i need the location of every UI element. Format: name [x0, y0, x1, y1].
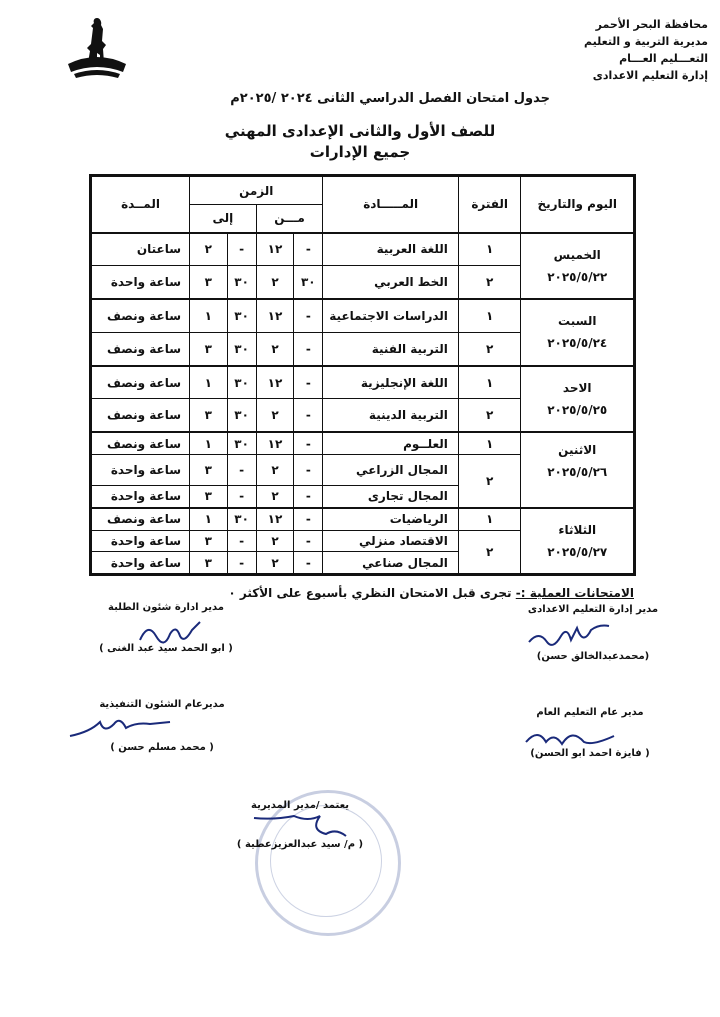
day-cell [521, 299, 634, 366]
to-minute-cell: ٣٠ [227, 508, 256, 530]
to-minute-cell: ٣٠ [227, 266, 256, 299]
period-cell: ٢ [458, 530, 521, 574]
day-date: ٢٠٢٥/٥/٢٥ [547, 402, 608, 417]
signature-name: (محمدعبدالخالق حسن) [536, 651, 650, 662]
from-hour-cell: ١٢ [256, 366, 294, 399]
header-prep-administration: إدارة التعليم الاعدادى [592, 69, 708, 82]
duration-cell: ساعة ونصف [92, 332, 190, 365]
header-duration: المــدة [92, 177, 190, 233]
subject-cell: العلــوم [323, 432, 459, 454]
to-minute-cell: ٣٠ [227, 432, 256, 454]
signature-title: مديرعام الشئون التنفيذية [99, 699, 225, 710]
to-hour-cell: ٢ [190, 233, 228, 266]
from-minute-cell: - [294, 332, 323, 365]
day-cell [521, 432, 634, 507]
header-governorate: محافظة البحر الأحمر [595, 18, 708, 31]
subject-cell: المجال صناعي [323, 552, 459, 574]
to-minute-cell: - [227, 552, 256, 574]
from-hour-cell: ١٢ [256, 299, 294, 332]
duration-cell: ساعة ونصف [92, 366, 190, 399]
subject-cell: الدراسات الاجتماعية [323, 299, 459, 332]
duration-cell: ساعة ونصف [92, 432, 190, 454]
header-day-date: اليوم والتاريخ [521, 177, 634, 233]
from-hour-cell: ٢ [256, 552, 294, 574]
grade-title: للصف الأول والثانى الإعدادى المهني [224, 122, 496, 140]
signature-name: ( م/ سيد عبدالعزيزعطية ) [236, 839, 364, 850]
from-hour-cell: ١٢ [256, 508, 294, 530]
day-name: الثلاثاء [558, 522, 597, 537]
handwritten-signature [525, 622, 615, 652]
day-date: ٢٠٢٥/٥/٢٤ [547, 336, 608, 351]
period-cell: ٢ [458, 332, 521, 365]
duration-cell: ساعة واحدة [92, 530, 190, 552]
subject-cell: الرياضيات [323, 508, 459, 530]
subject-cell: المجال تجارى [323, 485, 459, 507]
from-hour-cell: ٢ [256, 399, 294, 432]
scope-title: جميع الإدارات [309, 143, 411, 161]
ministry-emblem-logo [62, 12, 132, 84]
from-hour-cell: ١٢ [256, 432, 294, 454]
to-hour-cell: ٣ [190, 530, 228, 552]
signature-title: مدير عام التعليم العام [536, 707, 644, 718]
duration-cell: ساعة ونصف [92, 399, 190, 432]
practical-exams-note [228, 586, 634, 600]
handwritten-signature [520, 724, 620, 750]
to-hour-cell: ٣ [190, 266, 228, 299]
from-minute-cell: - [294, 366, 323, 399]
day-cell [521, 233, 634, 300]
to-minute-cell: ٣٠ [227, 299, 256, 332]
to-minute-cell: ٣٠ [227, 366, 256, 399]
to-minute-cell: - [227, 530, 256, 552]
note-label: الامتحانات العملية :- [515, 586, 634, 600]
to-hour-cell: ١ [190, 366, 228, 399]
period-cell: ١ [458, 508, 521, 530]
to-minute-cell: - [227, 455, 256, 485]
header-subject: المـــــادة [323, 177, 459, 233]
to-minute-cell: - [227, 485, 256, 507]
from-minute-cell: ٣٠ [294, 266, 323, 299]
handwritten-signature [66, 714, 176, 744]
from-hour-cell: ٢ [256, 530, 294, 552]
period-cell: ١ [458, 366, 521, 399]
from-minute-cell: - [294, 299, 323, 332]
duration-cell: ساعة ونصف [92, 299, 190, 332]
signature-name: ( محمد مسلم حسن ) [110, 742, 214, 753]
duration-cell: ساعة ونصف [92, 508, 190, 530]
to-hour-cell: ٣ [190, 455, 228, 485]
header-time: الزمن [190, 177, 323, 205]
from-minute-cell: - [294, 399, 323, 432]
signature-title: يعتمد /مدير المديرية [251, 800, 349, 811]
header-directorate: مديرية التربية و التعليم [584, 35, 708, 48]
period-cell: ٢ [458, 266, 521, 299]
from-hour-cell: ٢ [256, 332, 294, 365]
header-to: إلى [190, 205, 257, 233]
to-minute-cell: - [227, 233, 256, 266]
signature-name: ( فايزة احمد ابو الحسن) [530, 748, 650, 759]
exam-schedule-table [89, 174, 636, 576]
day-date: ٢٠٢٥/٥/٢٧ [547, 544, 608, 559]
to-hour-cell: ٣ [190, 485, 228, 507]
from-minute-cell: - [294, 508, 323, 530]
period-cell: ١ [458, 233, 521, 266]
subject-cell: اللغة الإنجليزية [323, 366, 459, 399]
handwritten-signature [250, 808, 360, 842]
day-date: ٢٠٢٥/٥/٢٦ [547, 465, 608, 480]
subject-cell: التربية الفنية [323, 332, 459, 365]
day-name: الاثنين [558, 443, 597, 458]
subject-cell: اللغة العربية [323, 233, 459, 266]
to-hour-cell: ٣ [190, 399, 228, 432]
note-text: تجرى قبل الامتحان النظري بأسبوع على الأكثر ٠ [228, 586, 512, 600]
period-cell: ٢ [458, 399, 521, 432]
to-hour-cell: ١ [190, 432, 228, 454]
day-name: السبت [558, 314, 597, 329]
from-minute-cell: - [294, 432, 323, 454]
to-hour-cell: ٣ [190, 332, 228, 365]
from-minute-cell: - [294, 530, 323, 552]
from-hour-cell: ١٢ [256, 233, 294, 266]
to-hour-cell: ١ [190, 508, 228, 530]
duration-cell: ساعتان [92, 233, 190, 266]
signature-title: مدير إدارة التعليم الاعدادى [527, 604, 659, 615]
exam-schedule-title: جدول امتحان الفصل الدراسي الثانى ٢٠٢٤ /٢٠٢٥م [230, 91, 550, 106]
to-hour-cell: ٣ [190, 552, 228, 574]
from-hour-cell: ٢ [256, 485, 294, 507]
from-minute-cell: - [294, 485, 323, 507]
signature-title: مدير ادارة شئون الطلبة [108, 602, 224, 613]
subject-cell: الاقتصاد منزلي [323, 530, 459, 552]
header-authority-block [508, 16, 708, 84]
to-minute-cell: ٣٠ [227, 399, 256, 432]
day-cell [521, 508, 634, 574]
from-minute-cell: - [294, 552, 323, 574]
header-from: مـــن [256, 205, 323, 233]
subject-cell: المجال الزراعي [323, 455, 459, 485]
period-cell: ١ [458, 432, 521, 454]
handwritten-signature [130, 618, 210, 650]
from-minute-cell: - [294, 455, 323, 485]
from-minute-cell: - [294, 233, 323, 266]
duration-cell: ساعة واحدة [92, 485, 190, 507]
day-cell [521, 366, 634, 433]
duration-cell: ساعة واحدة [92, 552, 190, 574]
day-name: الخميس [553, 247, 601, 262]
signature-name: ( ابو الحمد سيد عبد الغنى ) [99, 643, 233, 654]
period-cell: ١ [458, 299, 521, 332]
to-hour-cell: ١ [190, 299, 228, 332]
day-name: الاحد [562, 380, 592, 395]
subject-cell: الخط العربي [323, 266, 459, 299]
header-period: الفترة [458, 177, 521, 233]
duration-cell: ساعة واحدة [92, 266, 190, 299]
subject-cell: التربية الدينية [323, 399, 459, 432]
to-minute-cell: ٣٠ [227, 332, 256, 365]
from-hour-cell: ٢ [256, 266, 294, 299]
period-cell: ٢ [458, 455, 521, 508]
from-hour-cell: ٢ [256, 455, 294, 485]
day-date: ٢٠٢٥/٥/٢٢ [547, 269, 608, 284]
header-general-education: التعـــليم العـــام [619, 52, 708, 65]
duration-cell: ساعة واحدة [92, 455, 190, 485]
